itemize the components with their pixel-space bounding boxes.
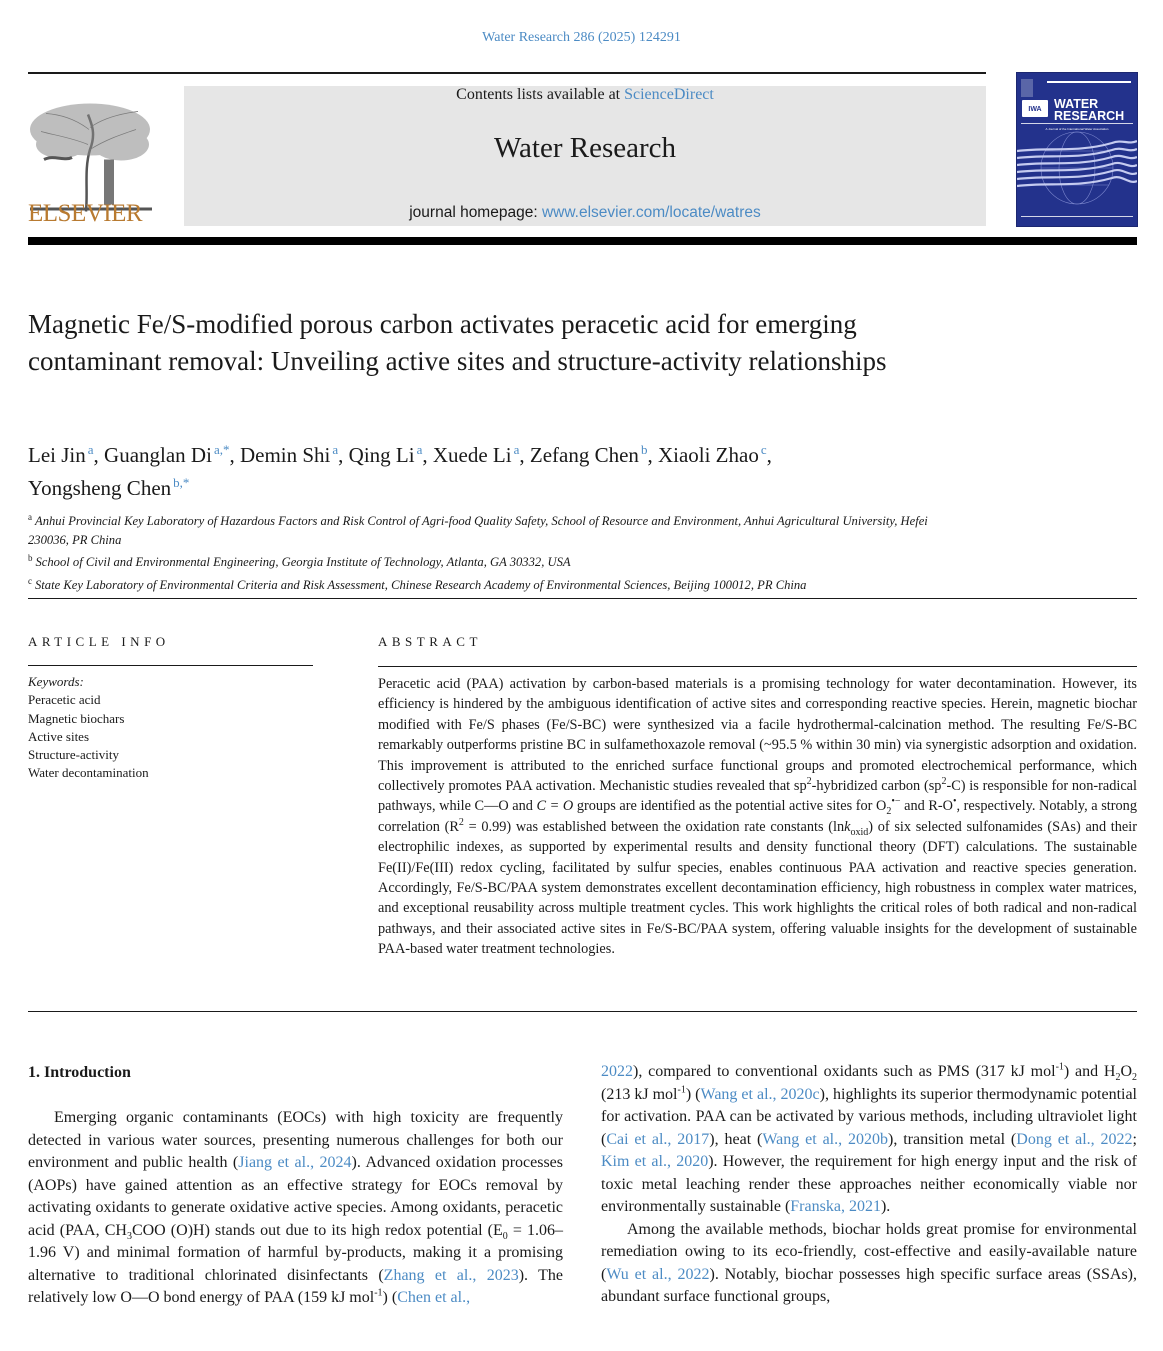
cover-globe: [1041, 132, 1113, 204]
author[interactable]: Xuede Li: [432, 443, 512, 467]
keywords-label: Keywords:: [28, 674, 84, 689]
section-divider: [28, 598, 1137, 599]
citation-link[interactable]: Jiang et al., 2024: [238, 1154, 352, 1171]
cover-elsevier-mark: [1021, 79, 1033, 97]
contents-available-line: [184, 86, 986, 104]
cover-title-line1: WATER: [1054, 97, 1099, 111]
article-title: Magnetic Fe/S-modified porous carbon activates peracetic acid for emerging contaminant removal: Unveiling active sites and structure-activity relationships: [28, 309, 887, 376]
citation-link[interactable]: Zhang et al., 2023: [383, 1266, 519, 1284]
citation-link[interactable]: Wang et al., 2020b: [762, 1130, 888, 1148]
author-affiliation-mark[interactable]: c: [760, 442, 767, 457]
author-affiliation-mark[interactable]: a: [416, 442, 423, 457]
paragraph: Among the available methods, biochar holds great promise for environmental remediation owing to its eco-friendly, cost-effective and easily-available nature (Wu et al., 2022). Notably, biochar possesses high specific surface areas (SSAs), abundant surface functional groups,: [601, 1220, 1138, 1305]
citation-link[interactable]: Dong et al., 2022: [1016, 1130, 1133, 1148]
affiliation-text: Anhui Provincial Key Laboratory of Hazardous Factors and Risk Control of Agri-food Quality Safety, School of Resource and Environment, Anhui Agricultural University, Hefei 230036, PR China: [28, 514, 928, 547]
author[interactable]: Qing Li: [348, 443, 415, 467]
citation-link[interactable]: Kim et al., 2020: [601, 1153, 709, 1170]
citation-link[interactable]: Cai et al., 2017: [606, 1130, 710, 1148]
journal-name: Water Research: [493, 132, 677, 164]
citation-link[interactable]: Chen et al.,: [397, 1289, 471, 1306]
elsevier-wordmark[interactable]: ELSEVIER: [28, 200, 143, 227]
author[interactable]: Yongsheng Chen: [28, 476, 172, 500]
article-info-rule: [28, 665, 313, 666]
cover-waves: [1017, 141, 1137, 186]
author[interactable]: Zefang Chen: [529, 443, 639, 467]
keyword: Water decontamination: [28, 765, 149, 781]
cover-subtitle: A Journal of the International Water Association: [1045, 127, 1109, 131]
citation-link[interactable]: Wang et al., 2020c: [700, 1085, 820, 1103]
introduction-heading: 1. Introduction: [28, 1064, 131, 1081]
affiliation-a: [28, 508, 968, 549]
contents-prefix: Contents lists available at: [456, 86, 625, 103]
article-info-heading: ARTICLE INFO: [28, 634, 170, 649]
author[interactable]: Guanglan Di: [104, 443, 212, 467]
affiliation-mark: a: [28, 512, 32, 522]
keyword: Active sites: [28, 728, 90, 744]
journal-homepage-link[interactable]: www.elsevier.com/locate/watres: [541, 204, 761, 221]
abstract-heading: ABSTRACT: [378, 634, 482, 649]
citation-link[interactable]: Franska, 2021: [790, 1198, 881, 1215]
author-affiliation-mark[interactable]: a,*: [213, 442, 230, 457]
keyword: Structure-activity: [28, 747, 119, 763]
header-top-rule: [28, 72, 986, 74]
affiliation-mark: b: [28, 553, 33, 564]
paragraph: Emerging organic contaminants (EOCs) with high toxicity are frequently detected in various water sources, presenting numerous challenges for both our environment and public health (Jiang et al., 2024). Advanced oxidation processes (AOPs) have gained attention as an effective strategy for EOCs removal by activating oxidants to generate oxidative active species. Among oxidants, peracetic acid (PAA, $CH_3COO$ (O)H) stands out due to its high redox potential ($E_0 = 1.06-1.96$ V) and minimal formation of harmful by-products, making it a promising alternative to traditional chlorinated disinfectants (Zhang et al., 2023). The relatively low O—O bond energy of PAA (159 kJ mol$^{-1}$) (Chen et al.,: [28, 1109, 564, 1306]
author-affiliation-mark[interactable]: a: [332, 442, 339, 457]
citation-link[interactable]: Wu et al., 2022: [606, 1265, 710, 1283]
affiliation-mark: c: [28, 575, 32, 586]
cover-title-line2: RESEARCH: [1054, 109, 1125, 123]
section-divider: [28, 1011, 1137, 1012]
abstract-rule: [378, 666, 1137, 667]
author[interactable]: Demin Shi: [239, 443, 331, 467]
author-affiliation-mark[interactable]: b,*: [173, 475, 190, 490]
sciencedirect-link[interactable]: ScienceDirect: [624, 86, 714, 103]
paragraph: 2022), compared to conventional oxidants such as PMS (317 kJ mol$^{-1}$) and $H_2O_2$ (213 kJ mol$^{-1}$) (Wang et al., 2020c), highlights its superior thermodynamic potential for activation. PAA can be activated by various methods, including ultraviolet light (Cai et al., 2017), heat (Wang et al., 2020b), transition metal (Dong et al., 2022; Kim et al., 2020). However, the requirement for high energy input and the risk of toxic metal leaching render these approaches neither economically viable nor environmentally sustainable (Franska, 2021).: [601, 1061, 1138, 1215]
svg-text:IWA: IWA: [1028, 106, 1042, 113]
journal-homepage-line: [184, 204, 986, 222]
affiliation-b: [28, 549, 968, 572]
journal-cover-thumbnail[interactable]: [1016, 72, 1138, 227]
body-column-left: [28, 1107, 563, 1310]
affiliation-text: School of Civil and Environmental Engineering, Georgia Institute of Technology, Atlanta, GA 30332, USA: [35, 555, 571, 570]
author[interactable]: Lei Jin: [28, 443, 86, 467]
journal-reference[interactable]: Water Research 286 (2025) 124291: [482, 30, 681, 45]
figure-silhouette: [104, 160, 114, 205]
affiliation-c: [28, 572, 968, 595]
cover-artwork: [1017, 73, 1137, 226]
author-list: Lei Jin $^a$, Guanglan Di $^{a,*}$, Demin Shi $^a$, Qing Li $^a$, Xuede Li $^a$, Zefang Chen $^b$, Xiaoli Zhao $^c$, Yongsheng Chen $^{b,*}$: [28, 442, 772, 500]
homepage-prefix: journal homepage:: [409, 204, 542, 221]
author-affiliation-mark[interactable]: b: [640, 442, 648, 457]
affiliations: [28, 508, 968, 595]
keyword: Magnetic biochars: [28, 710, 125, 726]
author[interactable]: Xiaoli Zhao: [657, 443, 759, 467]
abstract-body: Peracetic acid (PAA) activation by carbon-based materials is a promising technology for water decontamination. However, its efficiency is hindered by the ambiguous identification of active sites and corresponding reactive species. Herein, magnetic biochar modified with Fe/S phases (Fe/S-BC) were synthesized via a facile hydrothermal-calcination method. The resulting Fe/S-BC remarkably outperforms pristine BC in sulfamethoxazole removal (~95.5 % within 30 min) via synergistic adsorption and oxidation. This improvement is attributed to the enriched surface functional groups and promoted electrochemical performance, which collectively promotes PAA activation. Mechanistic studies revealed that $sp^2$-hybridized carbon $(sp^2-C)$ is responsible for non-radical pathways, while C—O and C = O groups are identified as the potential active sites for $O_2^{•-}$ and R-O•, respectively. Notably, a strong correlation $(R^2 = 0.99)$ was established between the oxidation rate constants (lnk$_{oxid}$) of six selected sulfonamides (SAs) and their electrophilic indexes, as supported by experimental results and density functional theory (DFT) calculations. The sustainable Fe(II)/Fe(III) redox cycling, facilitated by sulfur species, enables continuous PAA activation and reactive species generation. Accordingly, Fe/S-BC/PAA system demonstrates excellent decontamination efficiency, high robustness in complex water matrices, and exceptional reusability across multiple treatment cycles. This work highlights the critical roles of both radical and non-radical pathways, and their associated active sites in Fe/S-BC/PAA system, offering valuable insights for the development of sustainable PAA-based water treatment technologies.: [378, 676, 1138, 958]
keywords-list: [28, 673, 149, 783]
author-affiliation-mark[interactable]: a: [87, 442, 94, 457]
header-thick-rule: [28, 237, 1137, 245]
author-affiliation-mark[interactable]: a: [513, 442, 520, 457]
keyword: Peracetic acid: [28, 692, 101, 708]
body-column-right: [601, 1061, 1137, 1309]
banner-scroll: [44, 158, 72, 160]
affiliation-text: State Key Laboratory of Environmental Criteria and Risk Assessment, Chinese Research Academy of Environmental Sciences, Beijing 100012, PR China: [35, 578, 807, 593]
citation-link[interactable]: 2022: [601, 1063, 633, 1080]
